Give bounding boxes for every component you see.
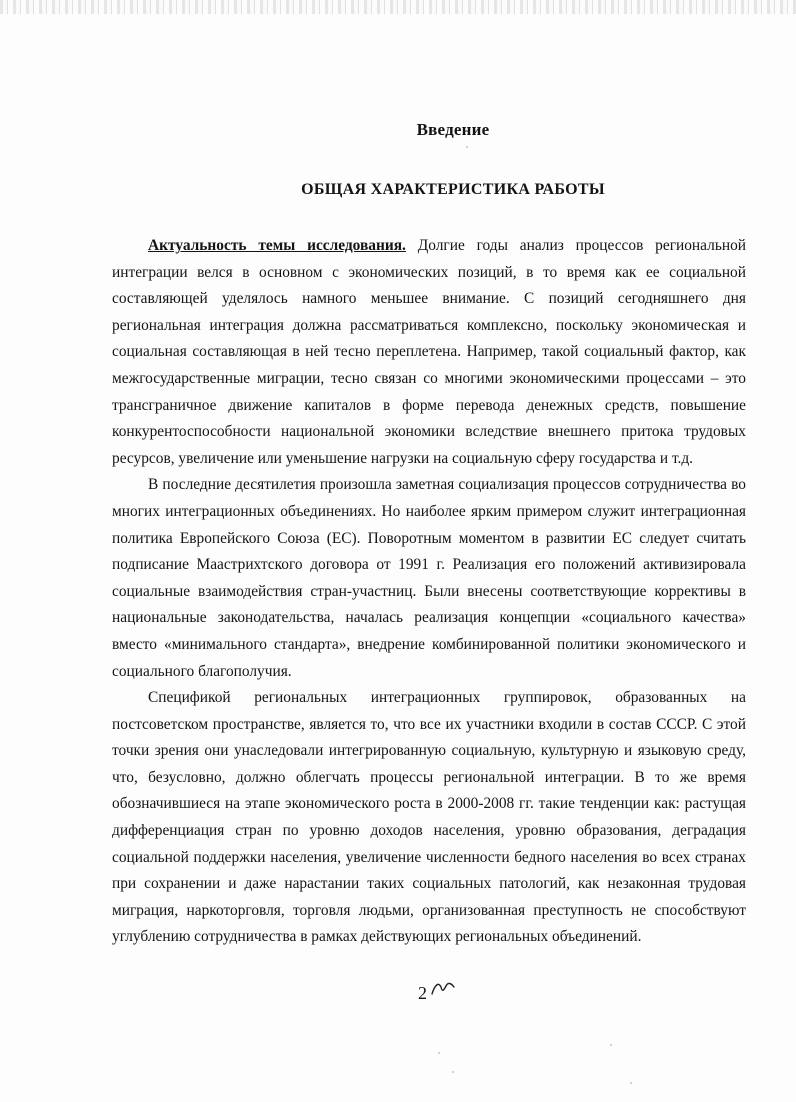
scan-speck bbox=[452, 1071, 454, 1073]
scan-edge-artifact bbox=[0, 0, 796, 14]
document-body bbox=[112, 233, 746, 951]
section-heading-intro: Введение bbox=[416, 120, 490, 139]
section-heading-general: ОБЩАЯ ХАРАКТЕРИСТИКА РАБОТЫ bbox=[301, 181, 605, 198]
scan-speck bbox=[466, 146, 468, 148]
scan-speck bbox=[610, 1044, 612, 1046]
scan-speck bbox=[438, 1052, 440, 1054]
handwritten-mark-icon bbox=[429, 978, 459, 1000]
paragraph-lead-relevance: Актуальность темы исследования. bbox=[148, 237, 406, 254]
paragraph-post-soviet bbox=[112, 685, 746, 951]
paragraph-text: В последние десятилетия произошла заметная социализация процессов сотрудничества во многих интеграционных объединениях. Но наиболее ярким примером служит интеграционная политика Европейского Союза (ЕС). Поворотным моментом в развитии ЕС следует считать подписание Маастрихтского договора от 1991 г. Реализация его положений активизировала социальные взаимодействия стран-участниц. Были внесены соответствующие коррективы в национальные законодательства, началась реализация концепции «социального качества» вместо «минимального стандарта», внедрение комбинированной политики экономического и социального благополучия. bbox=[112, 476, 746, 680]
paragraph-eu-socialization bbox=[112, 472, 746, 685]
scan-speck bbox=[630, 1082, 632, 1084]
paragraph-text: Долгие годы анализ процессов региональной интеграции велся в основном с экономических позиций, в то время как ее социальной составляющей уделялось намного меньшее внимание. С позиций сегодняшнего дня региональная интеграция должна рассматриваться комплексно, поскольку экономическая и социальная составляющая в ней тесно переплетена. Например, такой социальный фактор, как межгосударственные миграции, тесно связан со многими экономическими процессами – это трансграничное движение капиталов в форме перевода денежных средств, повышение конкурентоспособности национальной экономики вследствие внешнего притока трудовых ресурсов, увеличение или уменьшение нагрузки на социальную сферу государства и т.д. bbox=[112, 237, 747, 467]
page-number: 2 bbox=[418, 983, 427, 1003]
paragraph-text: Спецификой региональных интеграционных группировок, образованных на постсоветском пространстве, является то, что все их участники входили в состав СССР. С этой точки зрения они унаследовали интегрированную социальную, культурную и языковую среду, что, безусловно, должно облегчать процессы региональной интеграции. В то же время обозначившиеся на этапе экономического роста в 2000-2008 гг. такие тенденции как: растущая дифференциация стран по уровню доходов населения, уровню образования, деградация социальной поддержки населения, увеличение численности бедного населения во всех странах при сохранении и даже нарастании таких социальных патологий, как незаконная трудовая миграция, наркоторговля, торговля людьми, организованная преступность не способствуют углублению сотрудничества в рамках действующих региональных объединений. bbox=[112, 689, 746, 946]
paragraph-relevance bbox=[112, 233, 746, 472]
